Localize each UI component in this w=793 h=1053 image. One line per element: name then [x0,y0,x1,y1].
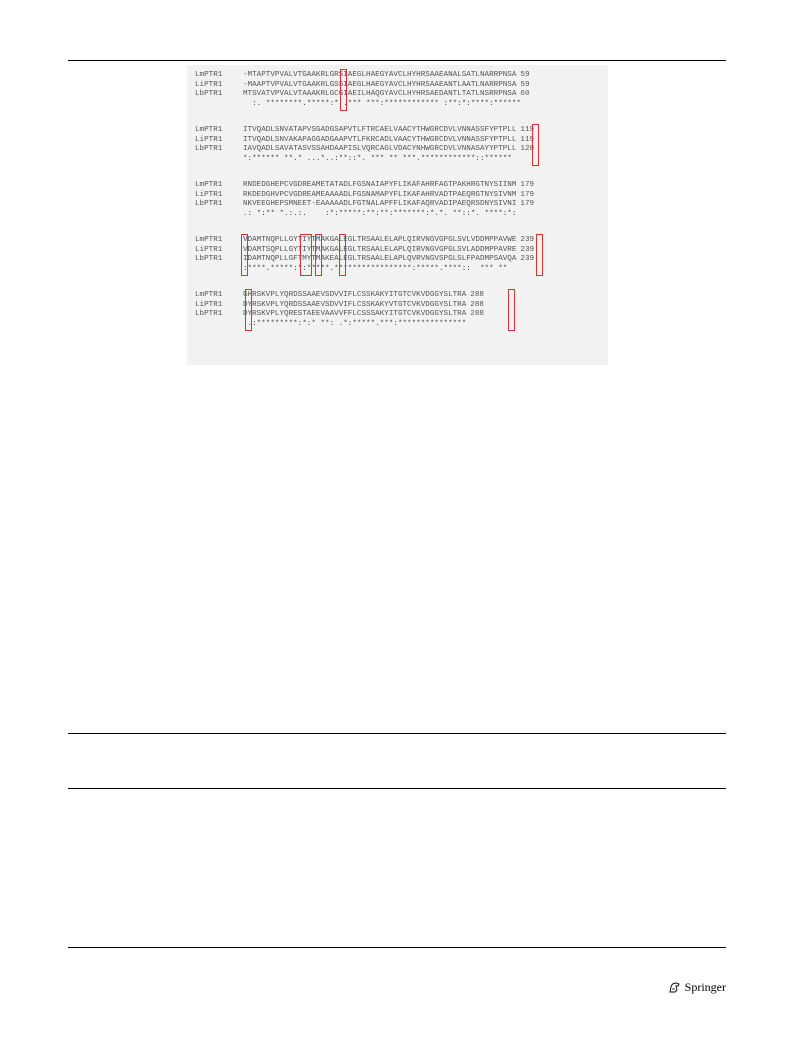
sequence-residues: ITVQADLSNVAKAPAGGADGAAPVTLFKRCADLVAACYTHWGRCDVLVNNASSFYPTPLL [243,135,517,144]
sequence-name: LbPTR1 [195,310,223,319]
sequence-name: LiPTR1 [195,190,223,199]
sequence-position: 288 [470,310,484,319]
sequence-position: 288 [470,291,484,299]
sequence-row [195,71,530,81]
sequence-residues: RKDEDGHVPCVGDREAMEAAAADLFGSNAMAPYFLIKAFAHRVADTPAEQRGTNYSIVNM [243,190,517,199]
residue-highlight-box [339,234,346,276]
sequence-position: 179 [520,181,535,189]
sequence-residues: VDAMTSQPLLGYTIYTMAKGALEGLTRSAALELAPLQIRVNGVGPGLSVLADDMPPAVRE [243,245,517,254]
sequence-row [195,200,534,210]
sequence-name: LiPTR1 [195,80,223,89]
sequence-residues: DYRSKVPLYQRESTAEEVAAVVFFLCSSSAKYITGTCVKVDGGYSLTRA [243,310,467,319]
sequence-name: LmPTR1 [195,236,223,244]
springer-horse-icon [668,981,681,994]
sequence-position: 239 [520,236,535,244]
sequence-position: 239 [520,255,535,264]
sequence-residues: -MTAPTVPVALVTGAAKRLGRSIAEGLHAEGYAVCLHYHRSAAEANALSATLNARRPNSA [243,71,517,79]
consensus-symbols: .: *:** *.:.:. :*:*****:**:**:*******:*.*. **::*. ****:*: [243,209,517,218]
sequence-name: LmPTR1 [195,291,223,299]
residue-highlight-box [340,69,347,111]
sequence-row [195,145,534,155]
residue-highlight-box [245,289,252,331]
sequence-position: 179 [520,200,535,209]
sequence-residues: GHRSKVPLYQRDSSAAEVSDVVIFLCSSKAKYITGTCVKVDGGYSLTRA [243,291,467,299]
sequence-residues: NKVEEGHEPSMNEET-EAAAAADLFGTNALAPFFLIKAFAQRVADIPAEQRSDNYSIVNI [243,200,517,209]
consensus-row [195,210,534,220]
sequence-name: LmPTR1 [195,71,223,79]
sequence-position: 239 [520,245,535,254]
sequence-position: 179 [520,190,535,199]
consensus-row [195,155,534,165]
sequence-row [195,181,534,191]
sequence-name: LbPTR1 [195,145,223,154]
section-rule [68,788,726,789]
sequence-alignment-figure [187,65,608,365]
consensus-symbols: :****.*****:*:*****.*****************:*****.****:: *** ** [243,264,508,273]
sequence-position: 120 [520,145,535,154]
sequence-row [195,126,534,136]
sequence-residues: VDAMTNQPLLGYTIYTMAKGALEGLTRSAALELAPLQIRVNGVGPGLSVLVDDMPPAVWE [243,236,517,244]
sequence-name: LiPTR1 [195,135,223,144]
residue-highlight-box [241,234,248,276]
residue-highlight-box [300,234,312,276]
sequence-name: LmPTR1 [195,126,223,134]
sequence-name: LbPTR1 [195,200,223,209]
sequence-name: LiPTR1 [195,245,223,254]
residue-highlight-box [536,234,543,276]
sequence-row [195,90,530,100]
sequence-residues: DYRSKVPLYQRDSSAAEVSDVVIFLCSSKAKYVTGTCVKVDGGYSLTRA [243,300,467,309]
publisher-logo [668,980,726,995]
sequence-position: 119 [520,126,535,134]
sequence-position: 288 [470,300,484,309]
bottom-rule [68,947,726,948]
residue-highlight-box [532,124,539,166]
sequence-position: 59 [520,80,530,89]
alignment-block-3 [195,181,534,219]
residue-highlight-box [508,289,515,331]
sequence-row [195,191,534,201]
sequence-row [195,81,530,91]
publisher-name: Springer [684,980,726,994]
sequence-name: LbPTR1 [195,255,223,264]
sequence-row [195,291,484,301]
sequence-row [195,136,534,146]
sequence-residues: IDAMTNQPLLGFTMYTMAKEALEGLTRSAALELAPLQVRVNGVSPGLSLFPADMPSAVQA [243,255,517,264]
sequence-residues: MTSVATVPVALVTAAAKRLGCGIAEILHAQGYAVCLHYHRSAEDANTLTATLNSRRPNSA [243,90,517,99]
consensus-row [195,100,530,110]
alignment-block-5 [195,291,484,329]
sequence-residues: RNDEDGHEPCVGDREAMETATADLFGSNAIAPYFLIKAFAHRFAGTPAKHRGTNYSIINM [243,181,517,189]
sequence-position: 119 [520,135,535,144]
sequence-position: 60 [520,90,530,99]
consensus-symbols: :. ********.*****:* .*** ***:************ :**:*:****:****** [243,99,521,108]
alignment-block-1 [195,71,530,109]
consensus-symbols: *:****** **.* ...*..:**::*. *** ** ***.************::****** [243,154,512,163]
top-rule [68,60,726,61]
sequence-residues: IAVQADLSAVATASVSSAHDAAPISLVQRCAGLVDACYNHWGRCDVLVNNASAYYPTPLL [243,145,517,154]
sequence-name: LmPTR1 [195,181,223,189]
sequence-residues: -MAAPTVPVALVTGAAKRLGSSIAEGLHAEGYAVCLHYHRSAAEANTLAATLNARRPNSA [243,80,517,89]
sequence-row [195,310,484,320]
sequence-name: LbPTR1 [195,90,223,99]
sequence-position: 59 [520,71,530,79]
section-rule [68,733,726,734]
consensus-row [195,320,484,330]
sequence-row [195,301,484,311]
residue-highlight-box [315,234,322,276]
consensus-symbols: .:*********:*:* **: .*:*****.***:*************** [243,319,467,328]
alignment-block-2 [195,126,534,164]
sequence-name: LiPTR1 [195,300,223,309]
sequence-residues: ITVQADLSNVATAPVSGADGSAPVTLFTRCAELVAACYTHWGRCDVLVNNASSFYPTPLL [243,126,517,134]
